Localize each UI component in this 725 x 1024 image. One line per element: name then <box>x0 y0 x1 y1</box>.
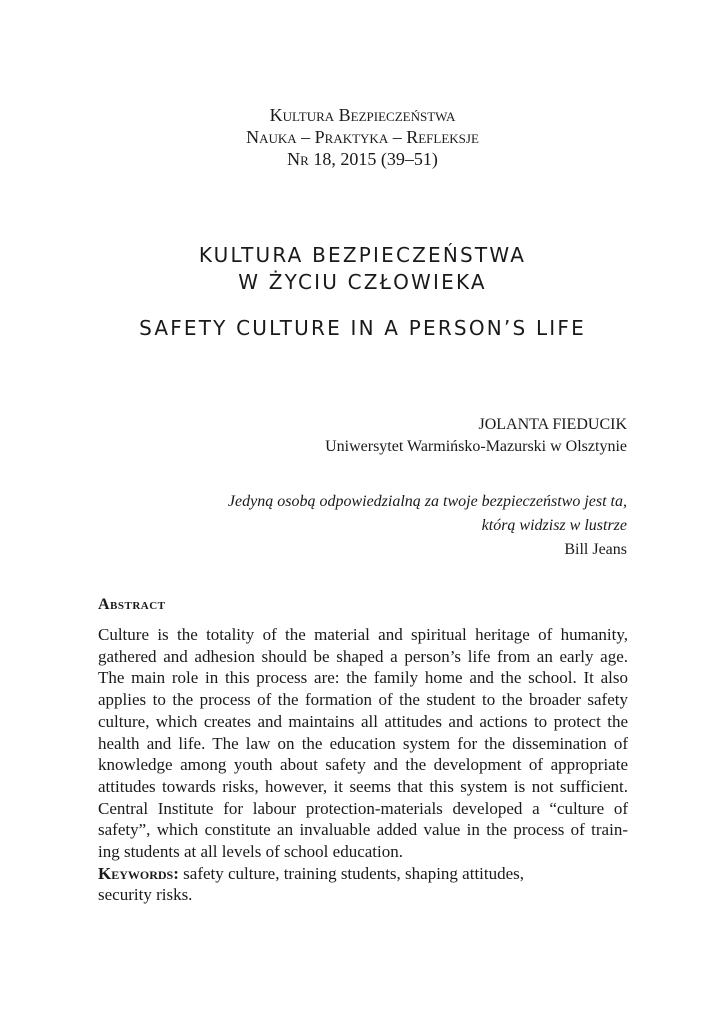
author-affiliation: Uniwersytet Warmińsko-Mazurski w Olsztynie <box>325 438 627 455</box>
article-title-english: SAFETY CULTURE IN A PERSON’S LIFE <box>139 316 586 340</box>
epigraph-attribution: Bill Jeans <box>564 541 627 558</box>
journal-header <box>0 104 725 170</box>
abstract-line: attitudes towards risks, however, it seems that this system is not sufficient. <box>98 776 628 796</box>
article-title-polish <box>0 242 725 296</box>
author-block <box>325 414 627 458</box>
abstract-line: culture, which creates and maintains all attitudes and actions to protect the <box>98 711 628 731</box>
keywords-text: safety culture, training students, shaping attitudes, <box>178 863 525 883</box>
abstract-line: knowledge among youth about safety and the development of appropriate <box>98 755 628 775</box>
journal-title: Kultura Bezpieczeństwa <box>269 105 456 125</box>
journal-subtitle: Nauka – Praktyka – Refleksje <box>246 127 479 147</box>
journal-issue: Nr 18, 2015 (39–51) <box>287 149 438 169</box>
abstract-line: ing students at all levels of school education. <box>98 842 403 862</box>
abstract-line: Central Institute for labour protection-materials developed a “culture of <box>98 798 628 818</box>
abstract-line: The main role in this process are: the family home and the school. It also <box>98 668 628 688</box>
epigraph <box>228 490 627 562</box>
abstract-line: gathered and adhesion should be shaped a person’s life from an early age. <box>98 646 628 666</box>
article-title-polish-line1: KULTURA BEZPIECZEŃSTWA <box>198 243 527 267</box>
keywords-line <box>98 863 628 885</box>
article-title-polish-line2: W ŻYCIU CZŁOWIEKA <box>238 270 487 294</box>
epigraph-line2: którą widzisz w lustrze <box>481 517 627 534</box>
abstract-line: Culture is the totality of the material and spiritual heritage of humanity, <box>98 625 628 644</box>
epigraph-line1: Jedyną osobą odpowiedzialną za twoje bezpieczeństwo jest ta, <box>227 493 627 510</box>
abstract-body <box>98 624 628 906</box>
keywords-label: Keywords: <box>98 863 179 883</box>
author-name: JOLANTA FIEDUCIK <box>478 416 627 433</box>
keywords-line-continued: security risks. <box>98 885 193 905</box>
abstract-line: applies to the process of the formation of the student to the broader safety <box>98 690 628 710</box>
abstract-heading: Abstract <box>98 596 166 613</box>
abstract-line: health and life. The law on the education system for the dissemination of <box>98 733 628 753</box>
abstract-line: safety”, which constitute an invaluable added value in the process of train- <box>98 820 628 840</box>
